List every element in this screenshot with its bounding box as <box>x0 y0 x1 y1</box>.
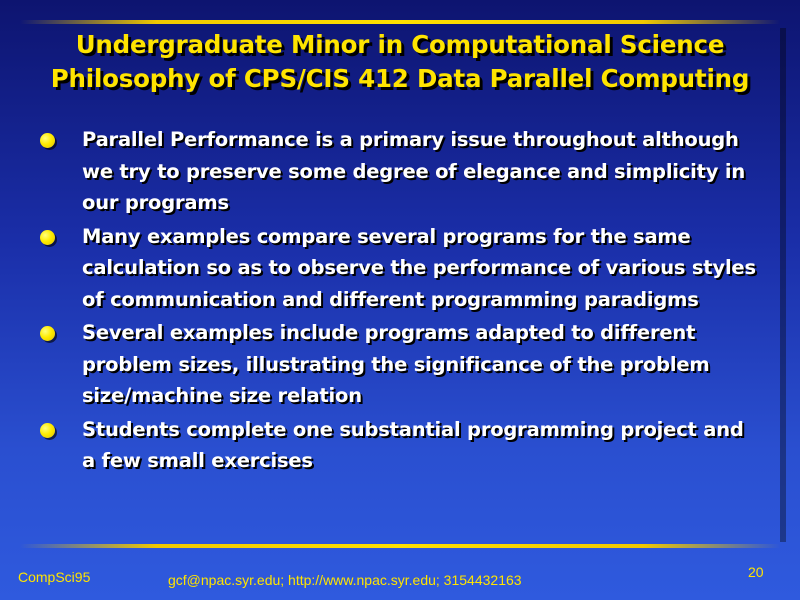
bullet-text: Many examples compare several programs for the same calculation so as to observe the performance of various styles of communication and different programming paradigms <box>82 224 756 311</box>
bullet-text: Students complete one substantial programming project and a few small exercises <box>82 417 744 472</box>
footer-course-label: CompSci95 <box>18 569 91 585</box>
slide-shadow <box>780 28 786 542</box>
slide-title-line-1: Undergraduate Minor in Computational Science <box>75 30 725 59</box>
bullet-item <box>40 317 760 412</box>
bullet-text: Parallel Performance is a primary issue throughout although we try to preserve some degree of elegance and simplicity in our programs <box>82 128 746 214</box>
bullet-item <box>40 221 760 316</box>
bullet-list <box>40 124 760 479</box>
page-number: 20 <box>748 564 764 580</box>
bullet-item <box>40 124 760 219</box>
bullet-item <box>40 414 760 477</box>
top-rule <box>20 20 780 24</box>
bullet-dot-icon <box>40 326 55 341</box>
slide-title-line-2: Philosophy of CPS/CIS 412 Data Parallel Computing <box>50 64 750 93</box>
bullet-dot-icon <box>40 133 55 148</box>
footer-contact-info: gcf@npac.syr.edu; http://www.npac.syr.edu; 3154432163 <box>168 572 522 588</box>
bottom-rule <box>20 544 780 548</box>
bullet-text: Several examples include programs adapted to different problem sizes, illustrating the significance of the problem size/machine size relation <box>82 321 710 407</box>
bullet-dot-icon <box>40 423 55 438</box>
bullet-dot-icon <box>40 230 55 245</box>
